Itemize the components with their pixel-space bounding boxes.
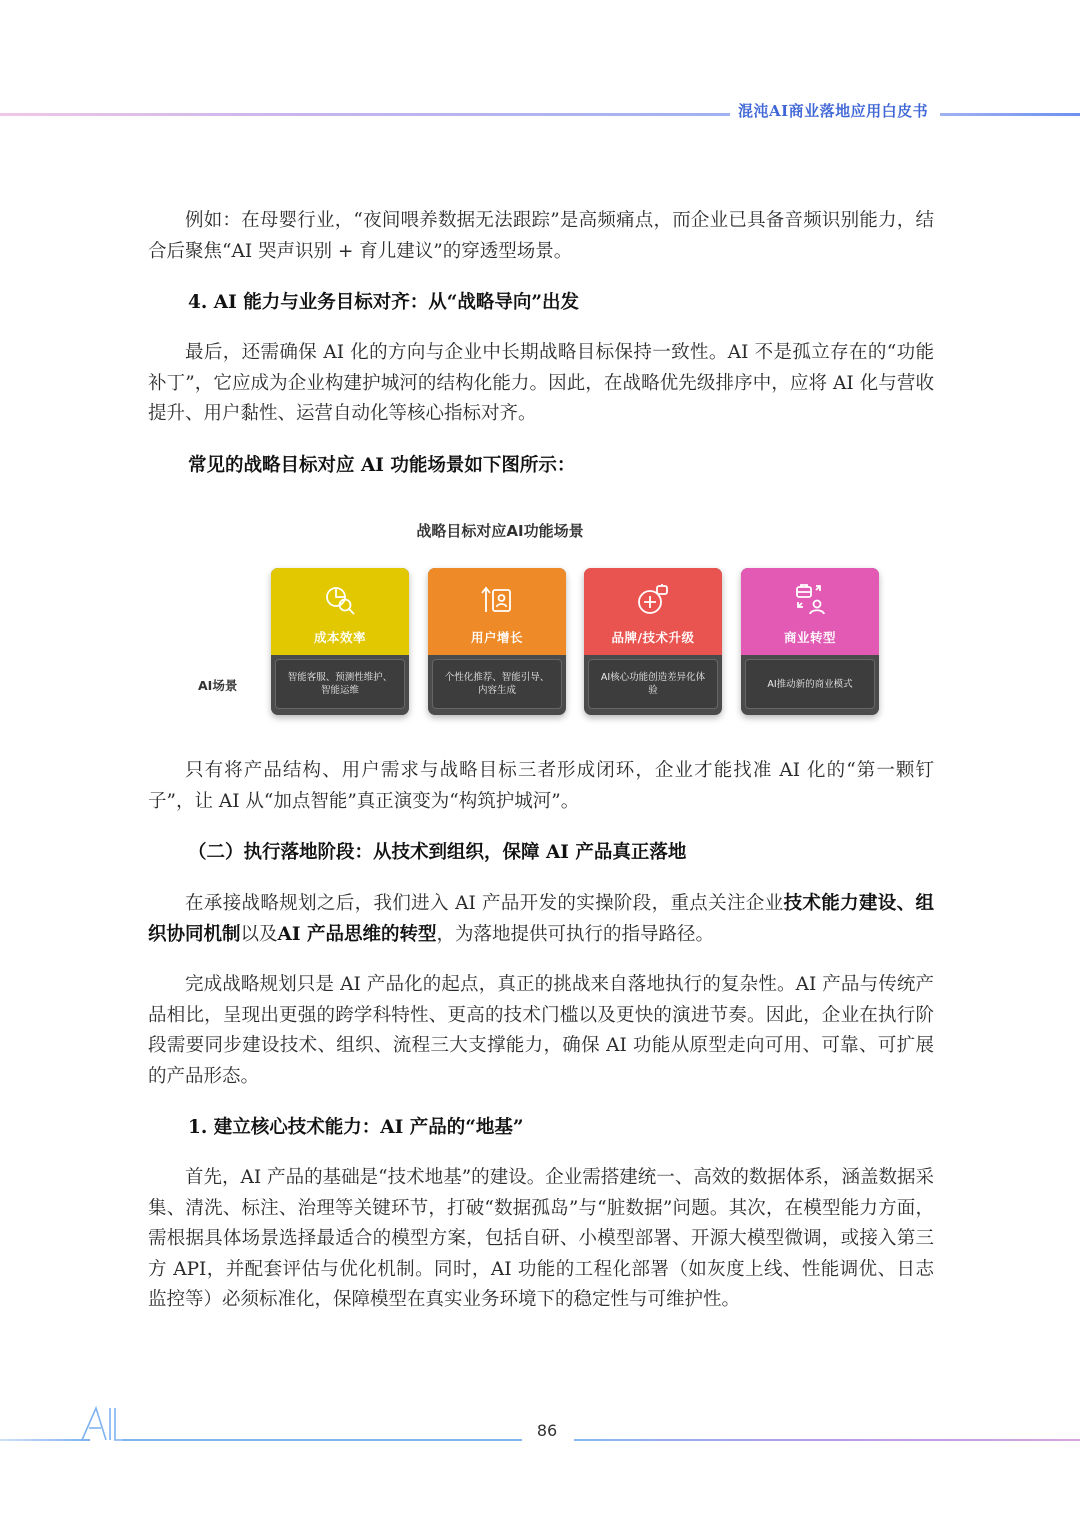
document-title: 混沌AI商业落地应用白皮书 bbox=[738, 102, 929, 120]
text-run: ，为落地提供可执行的指导路径。 bbox=[436, 923, 714, 945]
card-scenario bbox=[588, 659, 718, 709]
paragraph-execution-complexity: 完成战略规划只是 AI 产品化的起点，真正的挑战来自落地执行的复杂性。AI 产品与传统产品相比，呈现出更强的跨学科特性、更高的技术门槛以及更快的演进节奏。因此，企业在执行阶段需要同步建设技术、组织、流程三大支撑能力，确保 AI 功能从原型走向可用、可靠、可扩展的产品形态。 bbox=[148, 974, 934, 1087]
diagram-title: 战略目标对应AI功能场景 bbox=[416, 522, 584, 540]
bold-run: 技术能力建设、组织协同机制 bbox=[148, 893, 934, 945]
paragraph-strategy-alignment: 最后，还需确保 AI 化的方向与企业中长期战略目标保持一致性。AI 不是孤立存在的“功能补丁”，它应成为企业构建护城河的结构化能力。因此，在战略优先级排序中，应将 AI 化与营收提升、用户黏性、运营自动化等核心指标对齐。 bbox=[148, 342, 934, 424]
footer-divider-left bbox=[0, 1439, 90, 1441]
paragraph-example: 例如：在母婴行业，“夜间喂养数据无法跟踪”是高频痛点，而企业已具备音频识别能力，结合后聚焦“AI 哭声识别 + 育儿建议”的穿透型场景。 bbox=[148, 210, 934, 262]
text-run: 在承接战略规划之后，我们进入 AI 产品开发的实操阶段，重点关注企业 bbox=[185, 893, 784, 914]
card-title: 用户增长 bbox=[470, 630, 523, 645]
page-number: 86 bbox=[536, 1421, 558, 1440]
card-brand-tech-upgrade bbox=[584, 568, 722, 715]
card-description: 个性化推荐、智能引导、内容生成 bbox=[444, 672, 550, 696]
section-heading-4: 4. AI 能力与业务目标对齐：从“战略导向”出发 bbox=[188, 292, 579, 313]
header-divider-right bbox=[940, 113, 1080, 116]
card-title: 成本效率 bbox=[313, 630, 366, 645]
card-header bbox=[741, 568, 879, 655]
diagram-intro-heading: 常见的战略目标对应 AI 功能场景如下图所示： bbox=[188, 455, 576, 476]
footer-divider-middle bbox=[122, 1439, 522, 1441]
card-business-transformation bbox=[741, 568, 879, 715]
card-scenario bbox=[745, 659, 875, 709]
ai-scenario-row-label: AI场景 bbox=[198, 678, 238, 693]
user-growth-icon bbox=[428, 582, 566, 618]
card-scenario bbox=[432, 659, 562, 709]
paragraph-execution-intro bbox=[148, 889, 934, 950]
section-heading-execution: （二）执行落地阶段：从技术到组织，保障 AI 产品真正落地 bbox=[188, 842, 687, 863]
card-header bbox=[584, 568, 722, 655]
card-description: AI核心功能创造差异化体验 bbox=[600, 672, 706, 696]
card-scenario bbox=[275, 659, 405, 709]
card-header bbox=[428, 568, 566, 655]
card-description: 智能客服、预测性维护、智能运维 bbox=[287, 672, 393, 696]
text-run: 以及 bbox=[240, 923, 278, 945]
card-title: 商业转型 bbox=[783, 630, 836, 645]
business-transform-icon bbox=[741, 582, 879, 618]
chart-search-icon bbox=[271, 582, 409, 618]
paragraph-tech-foundation: 首先，AI 产品的基础是“技术地基”的建设。企业需搭建统一、高效的数据体系，涵盖数据采集、清洗、标注、治理等关键环节，打破“数据孤岛”与“脏数据”问题。其次，在模型能力方面，需根据具体场景选择最适合的模型方案，包括自研、小模型部署、开源大模型微调，或接入第三方 API，并配套评估与优化机制。同时，AI 功能的工程化部署（如灰度上线、性能调优、日志监控等）必须标准化，保障模型在真实业务环境下的稳定性与可维护性。 bbox=[148, 1167, 934, 1310]
section-heading-1: 1. 建立核心技术能力：AI 产品的“地基” bbox=[188, 1117, 524, 1138]
card-description: AI推动新的商业模式 bbox=[767, 678, 853, 690]
plus-bot-icon bbox=[584, 582, 722, 618]
header-divider bbox=[0, 113, 730, 116]
ai-logo bbox=[80, 1404, 128, 1448]
card-user-growth bbox=[428, 568, 566, 715]
card-title: 品牌/技术升级 bbox=[611, 630, 695, 645]
paragraph-closed-loop: 只有将产品结构、用户需求与战略目标三者形成闭环，企业才能找准 AI 化的“第一颗钉子”，让 AI 从“加点智能”真正演变为“构筑护城河”。 bbox=[148, 760, 934, 812]
footer-divider-right bbox=[574, 1439, 1080, 1441]
card-header bbox=[271, 568, 409, 655]
card-cost-efficiency bbox=[271, 568, 409, 715]
bold-run: AI 产品思维的转型 bbox=[277, 923, 437, 945]
